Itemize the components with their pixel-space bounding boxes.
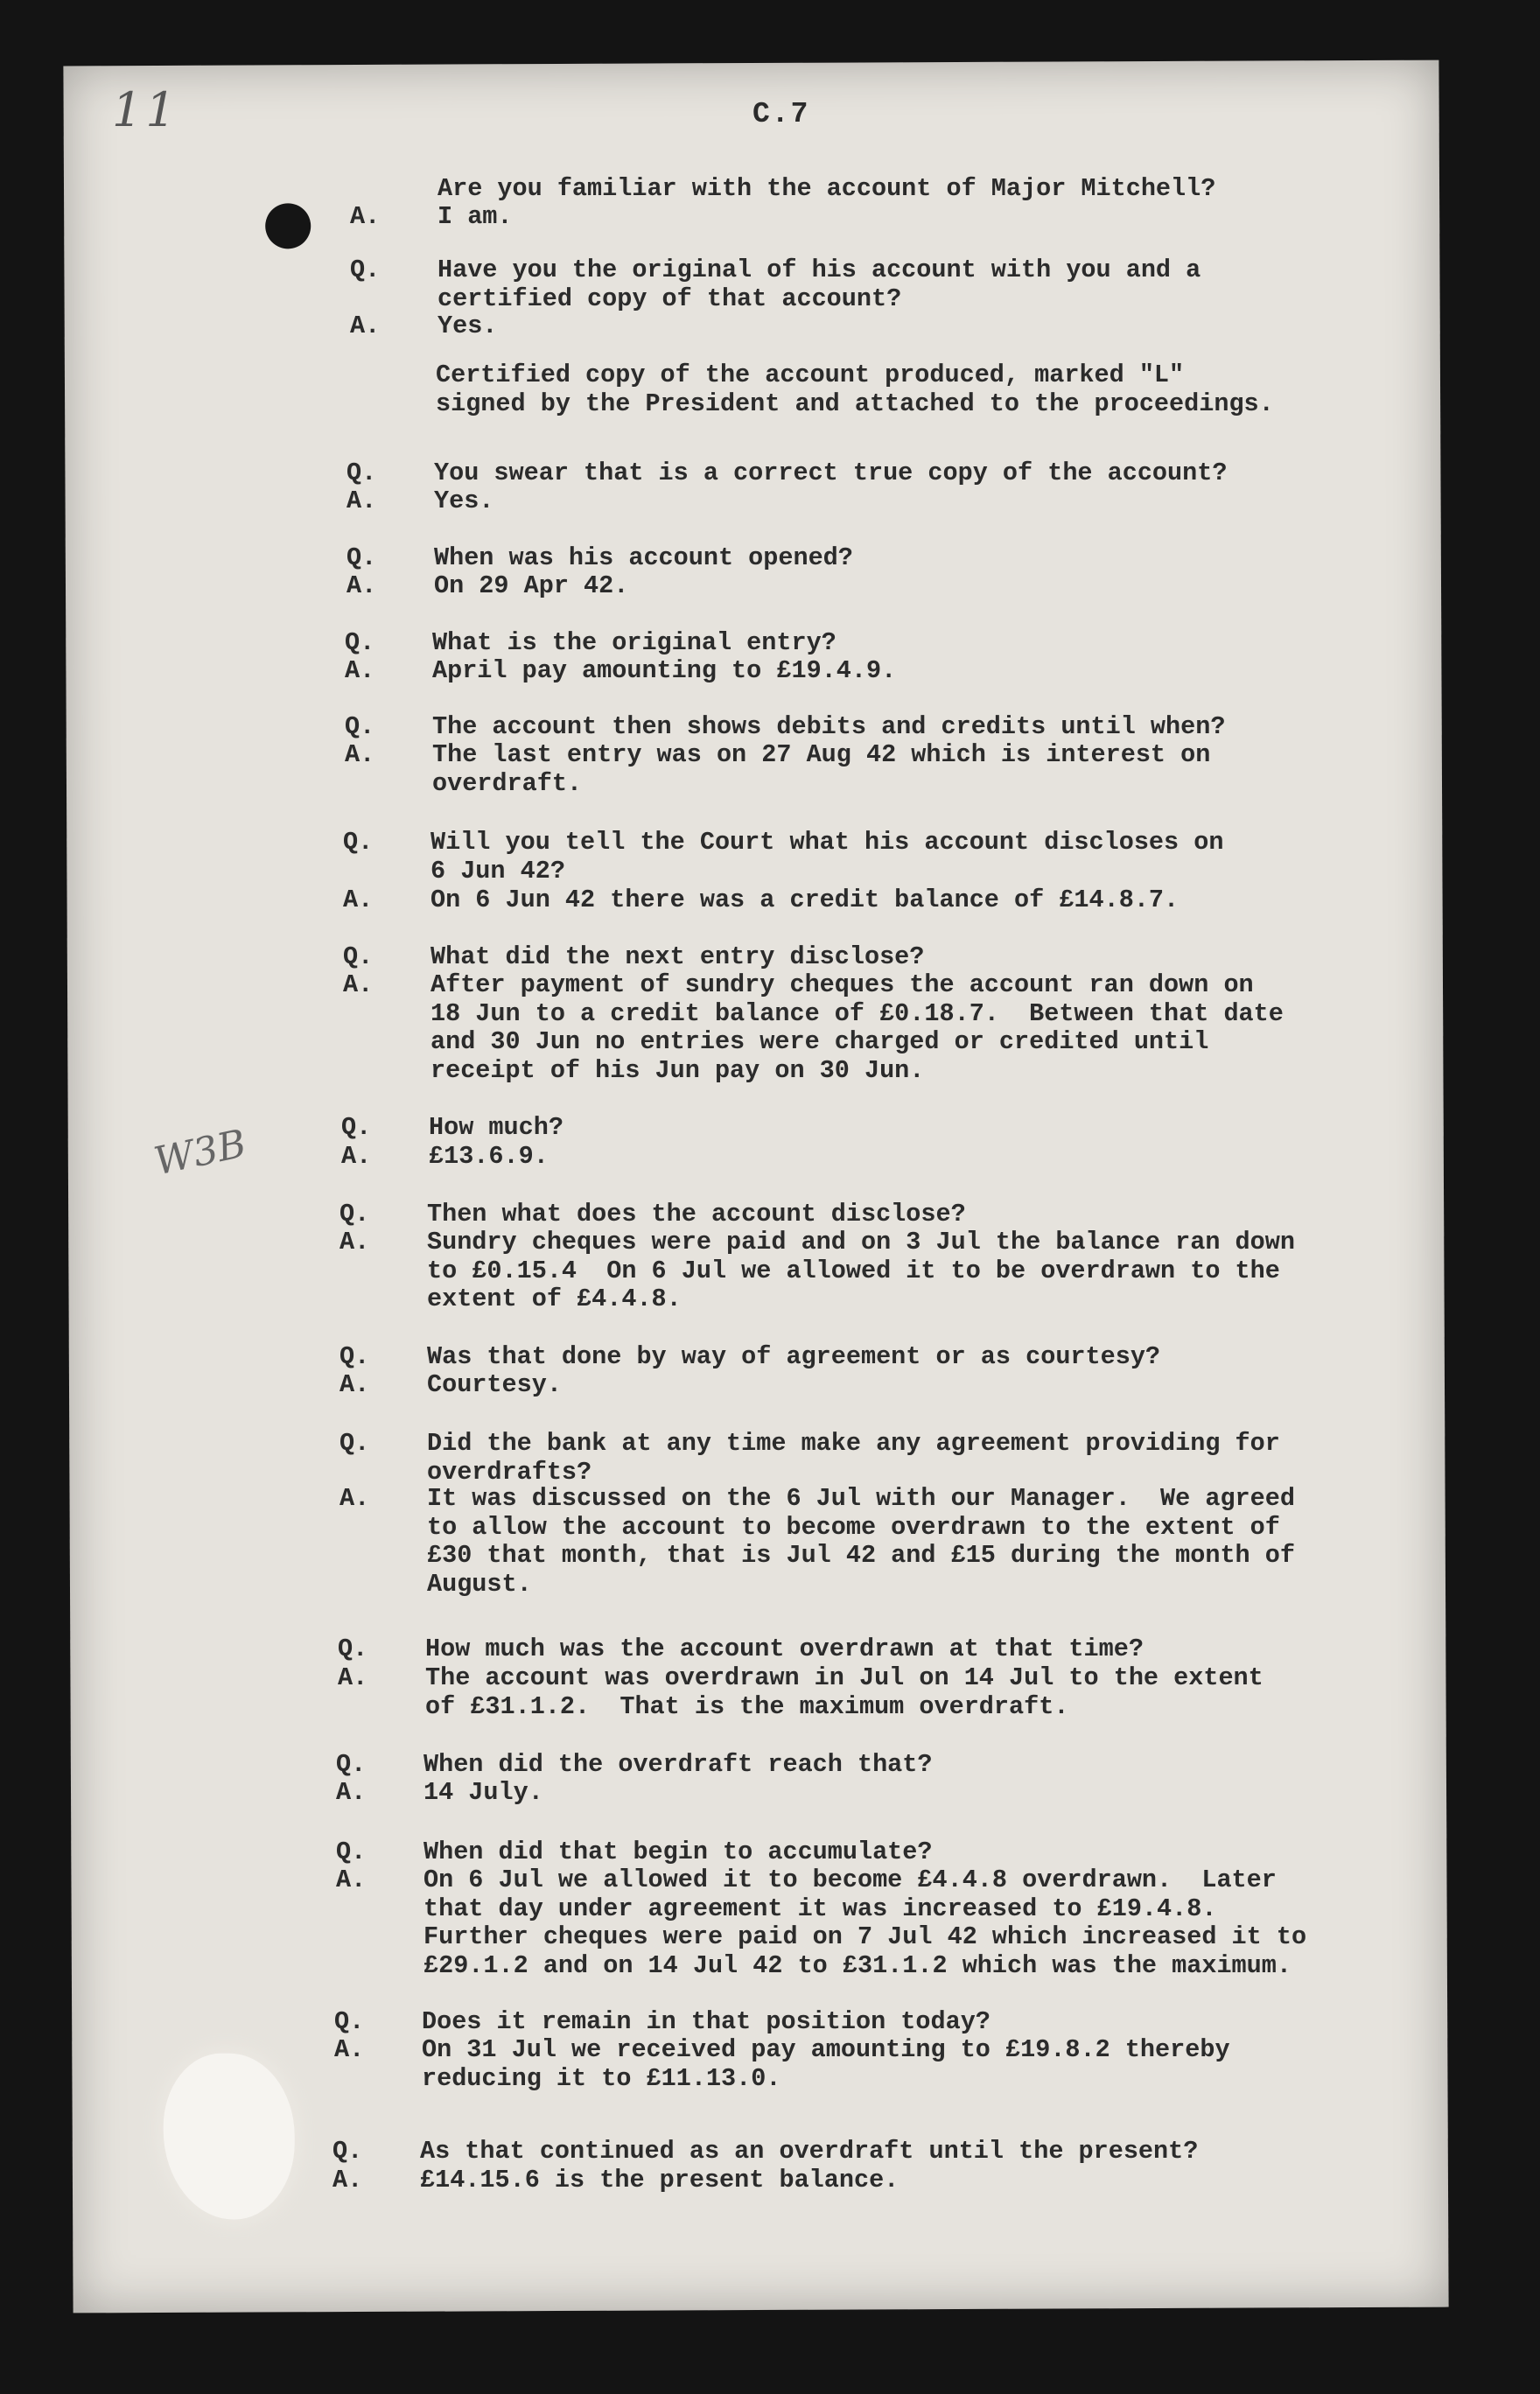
testimony-line: Have you the original of his account with you and a — [438, 256, 1201, 284]
testimony-line: I am. — [438, 202, 513, 231]
testimony-line: Further cheques were paid on 7 Jul 42 which increased it to — [424, 1922, 1307, 1951]
note-line: signed by the President and attached to the proceedings. — [436, 389, 1274, 418]
speaker-label: A. — [340, 1484, 370, 1513]
speaker-label: A. — [346, 571, 377, 600]
testimony-line: When did that begin to accumulate? — [424, 1838, 933, 1866]
testimony-line: How much? — [429, 1113, 564, 1142]
speaker-label: Q. — [350, 256, 381, 284]
speaker-label: A. — [343, 886, 374, 914]
testimony-line: Was that done by way of agreement or as courtesy? — [427, 1342, 1161, 1371]
testimony-line: What did the next entry disclose? — [430, 942, 925, 971]
testimony-line: Did the bank at any time make any agreement providing for — [427, 1429, 1280, 1458]
testimony-line: of £31.1.2. That is the maximum overdraft. — [425, 1691, 1069, 1721]
speaker-label: Q. — [340, 1342, 370, 1371]
page-number: C.7 — [752, 98, 810, 130]
testimony-line: The account was overdrawn in Jul on 14 Jul to the extent — [425, 1663, 1264, 1692]
speaker-label: Q. — [341, 1113, 372, 1142]
testimony-line: After payment of sundry cheques the account ran down on — [430, 970, 1254, 999]
speaker-label: A. — [346, 486, 377, 515]
speaker-label: Q. — [340, 1429, 370, 1458]
testimony-line: It was discussed on the 6 Jul with our Manager. We agreed — [427, 1484, 1295, 1513]
testimony-line: Courtesy. — [427, 1370, 562, 1399]
speaker-label: A. — [345, 740, 375, 769]
testimony-line: £29.1.2 and on 14 Jul 42 to £31.1.2 which was the maximum. — [424, 1950, 1292, 1980]
testimony-line: Sundry cheques were paid and on 3 Jul the balance ran down — [427, 1228, 1295, 1256]
speaker-label: A. — [345, 656, 375, 685]
paper-stain — [163, 2053, 295, 2220]
testimony-line: Yes. — [438, 312, 498, 340]
speaker-label: Q. — [346, 458, 377, 487]
testimony-line: Will you tell the Court what his account discloses on — [430, 828, 1224, 857]
punch-hole — [265, 203, 311, 248]
testimony-line: When was his account opened? — [434, 543, 853, 572]
speaker-label: Q. — [343, 942, 374, 971]
testimony-line: The last entry was on 27 Aug 42 which is interest on — [432, 740, 1211, 769]
speaker-label: Q. — [340, 1200, 370, 1228]
speaker-label: A. — [332, 2166, 363, 2194]
speaker-label: A. — [336, 1778, 367, 1807]
speaker-label: A. — [343, 970, 374, 999]
speaker-label: Q. — [345, 628, 375, 657]
testimony-line: 18 Jun to a credit balance of £0.18.7. Between that date — [430, 998, 1284, 1028]
note-line: Certified copy of the account produced, marked "L" — [436, 360, 1185, 389]
speaker-label: Q. — [334, 2007, 365, 2036]
testimony-line: Are you familiar with the account of Major Mitchell? — [438, 174, 1216, 203]
speaker-label: Q. — [346, 543, 377, 572]
testimony-line: Then what does the account disclose? — [427, 1200, 966, 1228]
testimony-line: On 6 Jun 42 there was a credit balance of £14.8.7. — [430, 886, 1180, 914]
testimony-line: What is the original entry? — [432, 628, 836, 657]
testimony-line: As that continued as an overdraft until the present? — [420, 2137, 1199, 2166]
testimony-line: When did the overdraft reach that? — [424, 1750, 933, 1779]
margin-annotation: W3B — [150, 1121, 250, 1185]
testimony-line: 14 July. — [424, 1778, 543, 1807]
testimony-line: The account then shows debits and credits until when? — [432, 712, 1226, 741]
testimony-line: receipt of his Jun pay on 30 Jun. — [430, 1055, 925, 1085]
speaker-label: Q. — [336, 1750, 367, 1779]
handwritten-folio-number: 11 — [112, 82, 179, 137]
speaker-label: A. — [334, 2035, 365, 2064]
testimony-line: and 30 Jun no entries were charged or credited until — [430, 1027, 1209, 1056]
testimony-line: Does it remain in that position today? — [422, 2007, 990, 2036]
testimony-line: £14.15.6 is the present balance. — [420, 2166, 900, 2194]
testimony-line: £13.6.9. — [429, 1142, 549, 1171]
testimony-line: to £0.15.4 On 6 Jul we allowed it to be overdrawn to the — [427, 1256, 1280, 1285]
speaker-label: Q. — [338, 1634, 368, 1663]
testimony-line: reducing it to £11.13.0. — [422, 2063, 781, 2093]
testimony-line: certified copy of that account? — [438, 284, 902, 313]
speaker-label: A. — [336, 1866, 367, 1894]
speaker-label: Q. — [343, 828, 374, 857]
speaker-label: A. — [340, 1228, 370, 1256]
testimony-line: £30 that month, that is Jul 42 and £15 during the month of — [427, 1541, 1295, 1570]
speaker-label: Q. — [345, 712, 375, 741]
speaker-label: Q. — [332, 2137, 363, 2166]
testimony-line: to allow the account to become overdrawn to the extent of — [427, 1512, 1280, 1542]
testimony-line: extent of £4.4.8. — [427, 1284, 682, 1313]
testimony-line: On 31 Jul we received pay amounting to £19.8.2 thereby — [422, 2035, 1230, 2064]
testimony-line: April pay amounting to £19.4.9. — [432, 656, 897, 685]
speaker-label: A. — [340, 1370, 370, 1399]
speaker-label: A. — [350, 202, 381, 231]
testimony-line: How much was the account overdrawn at that time? — [425, 1634, 1144, 1663]
testimony-line: On 6 Jul we allowed it to become £4.4.8 overdrawn. Later — [424, 1866, 1277, 1894]
testimony-line: On 29 Apr 42. — [434, 571, 629, 600]
testimony-line: August. — [427, 1569, 532, 1599]
testimony-line: Yes. — [434, 486, 494, 515]
testimony-line: overdrafts? — [427, 1457, 592, 1487]
testimony-line: overdraft. — [432, 768, 583, 798]
testimony-line: You swear that is a correct true copy of the account? — [434, 458, 1228, 487]
speaker-label: Q. — [336, 1838, 367, 1866]
speaker-label: A. — [350, 312, 381, 340]
speaker-label: A. — [338, 1663, 368, 1692]
speaker-label: A. — [341, 1142, 372, 1171]
testimony-line: that day under agreement it was increased to £19.4.8. — [424, 1894, 1217, 1923]
testimony-line: 6 Jun 42? — [430, 856, 565, 886]
